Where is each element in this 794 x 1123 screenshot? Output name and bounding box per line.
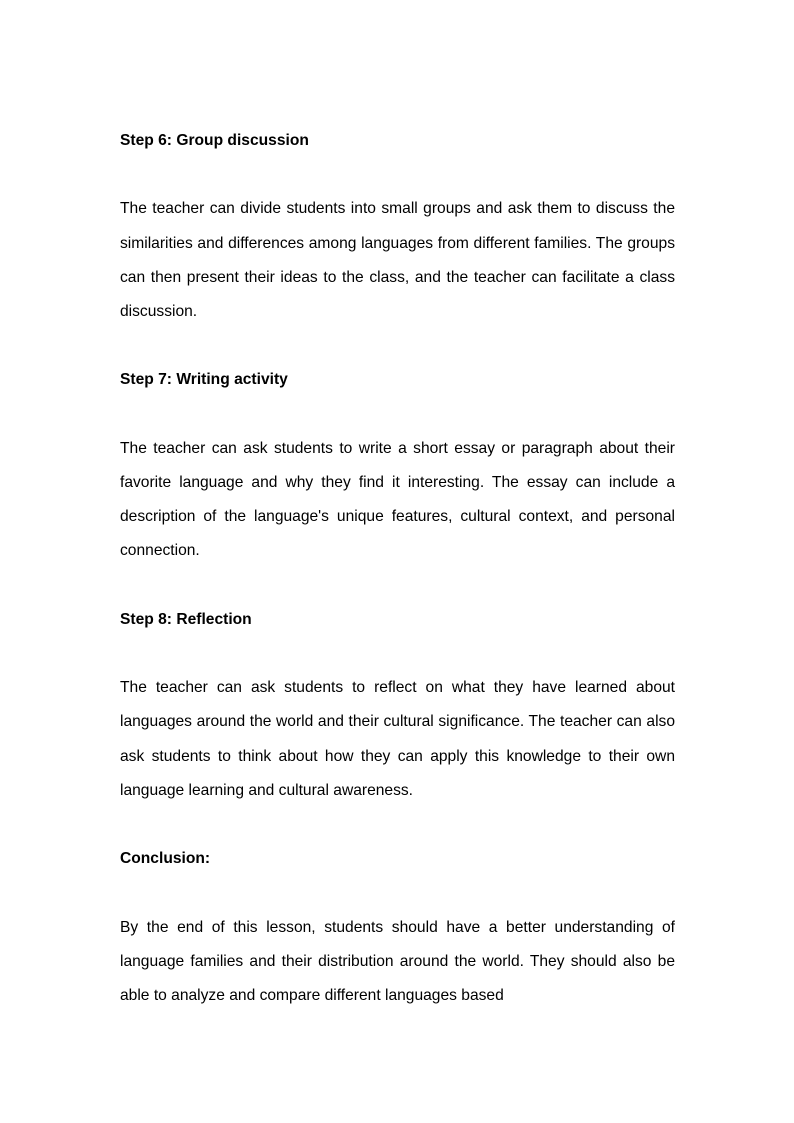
section-heading-step-7: Step 7: Writing activity [120, 371, 288, 389]
document-body [120, 124, 675, 1047]
section-heading-step-8: Step 8: Reflection [120, 610, 252, 628]
section-paragraph-conclusion: By the end of this lesson, students should have a better understanding of language families and their distribution around the world. They should also be able to analyze and compare different languages based [120, 918, 675, 1004]
section-paragraph-step-6: The teacher can divide students into small groups and ask them to discuss the similarities and differences among languages from different families. The groups can then present their ideas to the class, and the teacher can facilitate a class discussion. [120, 200, 675, 320]
section-heading-step-6: Step 6: Group discussion [120, 132, 309, 149]
section-paragraph-step-8: The teacher can ask students to reflect on what they have learned about languages around the world and their cultural significance. The teacher can also ask students to think about how they can apply this knowledge to their own language learning and cultural awareness. [120, 679, 675, 799]
section-heading-conclusion: Conclusion: [120, 850, 211, 868]
section-paragraph-step-7: The teacher can ask students to write a short essay or paragraph about their favorite language and why they find it interesting. The essay can include a description of the language's unique features, cultural context, and personal connection. [120, 439, 675, 560]
